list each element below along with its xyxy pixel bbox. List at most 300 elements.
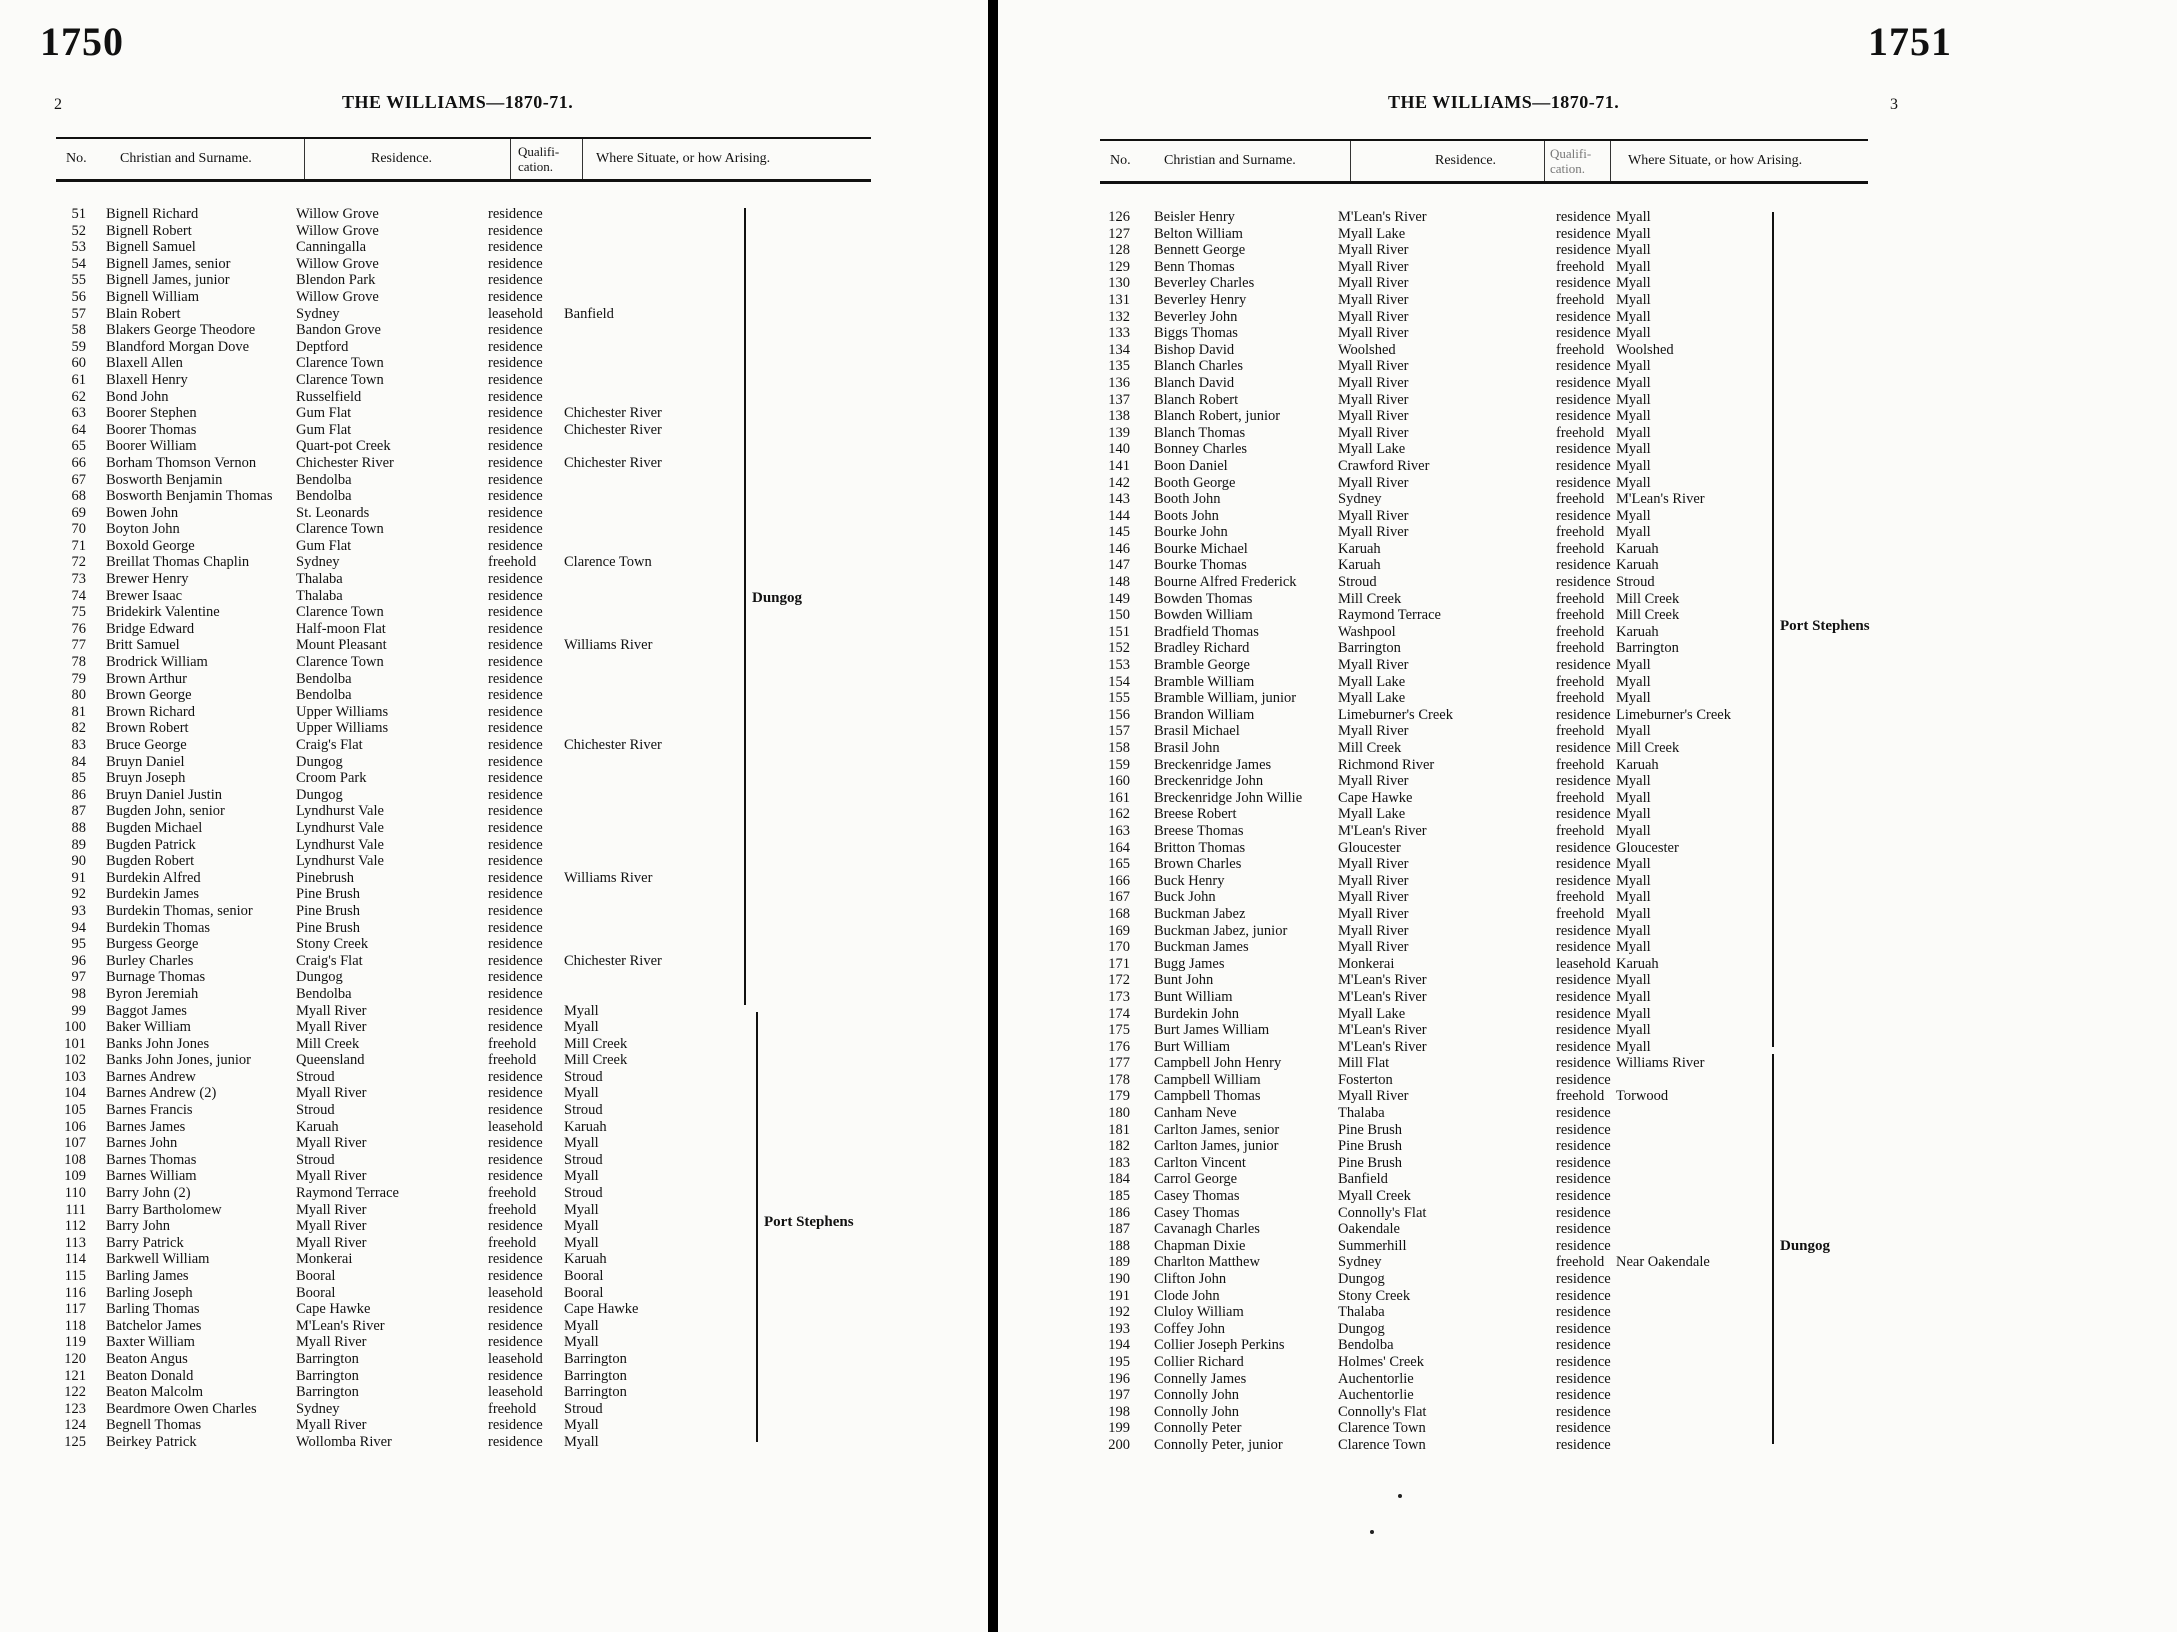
table-row (56, 272, 876, 289)
qualification: residence (1556, 706, 1611, 723)
voter-name: Bourne Alfred Frederick (1154, 574, 1297, 591)
qualification: residence (488, 1317, 543, 1334)
qualification: residence (488, 1019, 543, 1036)
voter-name: Bowden Thomas (1154, 590, 1253, 607)
qualification: residence (1556, 1005, 1611, 1022)
residence: Myall River (296, 1002, 367, 1019)
table-row (56, 405, 876, 422)
qualification: residence (1556, 1271, 1611, 1287)
voter-name: Brasil Michael (1154, 723, 1240, 740)
table-row (1100, 209, 1880, 226)
table-row (56, 1168, 876, 1185)
residence: M'Lean's River (1338, 1022, 1427, 1039)
ink-speck (1370, 1530, 1374, 1534)
table-row (56, 803, 876, 820)
residence: Clarence Town (1338, 1436, 1426, 1453)
qualification: residence (1556, 1038, 1611, 1055)
qualification: residence (1556, 358, 1611, 375)
qualification: residence (488, 703, 543, 720)
residence: Crawford River (1338, 457, 1430, 474)
left-page (0, 0, 988, 1632)
where-situate: Chichester River (564, 454, 662, 471)
table-row (56, 1185, 876, 1202)
voter-name: Brown George (106, 687, 192, 704)
qualification: residence (1556, 507, 1611, 524)
qualification: residence (1556, 1105, 1611, 1122)
residence: Oakendale (1338, 1221, 1400, 1238)
voter-name: Bignell Richard (106, 206, 199, 222)
voter-name: Boyton John (106, 521, 180, 538)
residence: Myall River (296, 1019, 367, 1036)
voter-name: Baker William (106, 1019, 191, 1036)
voter-name: Buck John (1154, 889, 1216, 906)
residence: Clarence Town (296, 604, 384, 621)
voter-name: Burley Charles (106, 952, 194, 969)
residence: Booral (296, 1268, 336, 1284)
qualification: residence (488, 222, 543, 239)
where-situate: Myall (1616, 1038, 1651, 1055)
voter-name: Collier Richard (1154, 1353, 1244, 1370)
qualification: freehold (488, 1035, 537, 1052)
table-row (1100, 624, 1880, 641)
row-number: 87 (71, 803, 86, 820)
table-row (56, 1351, 876, 1368)
voter-name: Blaxell Henry (106, 371, 188, 388)
voter-name: Buckman James (1154, 939, 1249, 956)
voter-name: Bowden William (1154, 607, 1253, 624)
row-number: 61 (71, 371, 86, 388)
qualification: residence (1556, 1420, 1611, 1437)
qualification: residence (488, 438, 543, 455)
row-number: 74 (71, 587, 86, 604)
where-situate: Myall (1616, 258, 1651, 275)
table-row (1100, 856, 1880, 873)
residence: Myall Lake (1338, 225, 1406, 242)
qualification: residence (488, 1417, 543, 1434)
qualification: freehold (1556, 1254, 1605, 1271)
qualification: residence (488, 770, 543, 787)
residence: Monkerai (296, 1251, 353, 1268)
where-situate: Stroud (564, 1151, 603, 1168)
residence: Pine Brush (296, 919, 361, 936)
residence: Sydney (296, 305, 340, 322)
table-row (1100, 1337, 1880, 1354)
residence: Canningalla (296, 239, 367, 256)
where-situate: Chichester River (564, 737, 662, 753)
where-situate: Barrington (1616, 640, 1679, 657)
qualification: residence (488, 803, 543, 820)
table-row (1100, 1371, 1880, 1388)
table-row (56, 754, 876, 771)
table-row (1100, 458, 1880, 475)
qualification: freehold (488, 1185, 537, 1202)
voter-name: Brown Arthur (106, 670, 187, 687)
table-row (1100, 1254, 1880, 1271)
where-situate: Myall (564, 1019, 599, 1036)
table-row (56, 820, 876, 837)
voter-name: Connolly John (1154, 1387, 1239, 1404)
voter-name: Carlton James, junior (1154, 1138, 1279, 1155)
residence: Myall River (1338, 374, 1409, 391)
where-situate: Torwood (1616, 1088, 1669, 1105)
qualification: residence (488, 371, 543, 388)
table-row (1100, 1171, 1880, 1188)
table-row (56, 571, 876, 588)
residence: Myall Lake (1338, 690, 1406, 707)
voter-name: Beverley Henry (1154, 291, 1247, 308)
table-row (56, 770, 876, 787)
table-row (56, 1135, 876, 1152)
residence: Myall River (1338, 922, 1409, 939)
voter-name: Blanch David (1154, 374, 1235, 391)
voter-name: Boon Daniel (1154, 457, 1228, 474)
row-number: 107 (64, 1135, 86, 1152)
table-row (56, 1019, 876, 1036)
voter-name: Blandford Morgan Dove (106, 338, 250, 355)
row-number: 108 (64, 1151, 86, 1168)
qualification: residence (488, 1085, 543, 1102)
where-situate: Myall (1616, 242, 1651, 259)
where-situate: Myall (564, 1417, 599, 1434)
qualification: residence (488, 853, 543, 870)
residence: Bendolba (296, 471, 352, 488)
voter-name: Buckman Jabez, junior (1154, 922, 1288, 939)
qualification: residence (488, 969, 543, 986)
qualification: residence (488, 952, 543, 969)
voter-name: Clifton John (1154, 1271, 1227, 1287)
where-situate: Myall (1616, 1005, 1651, 1022)
row-number: 192 (1108, 1304, 1130, 1321)
qualification: leasehold (488, 305, 543, 322)
row-number: 137 (1108, 391, 1130, 408)
row-number: 119 (64, 1334, 86, 1351)
row-number: 151 (1108, 623, 1130, 640)
table-row (56, 1251, 876, 1268)
row-number: 115 (64, 1268, 86, 1284)
qualification: residence (488, 902, 543, 919)
right-page (998, 0, 2177, 1632)
voter-name: Boorer Stephen (106, 405, 197, 422)
table-row (56, 505, 876, 522)
where-situate: Barrington (564, 1384, 627, 1401)
table-row (56, 438, 876, 455)
voter-name: Burnage Thomas (106, 969, 206, 986)
qualification: residence (488, 836, 543, 853)
voter-name: Bignell Samuel (106, 239, 196, 256)
row-number: 86 (71, 786, 86, 803)
where-situate: Myall (1616, 457, 1651, 474)
voter-name: Bignell James, senior (106, 255, 231, 272)
voter-name: Barnes Thomas (106, 1151, 197, 1168)
qualification: leasehold (488, 1384, 543, 1401)
table-row (1100, 392, 1880, 409)
where-situate: Myall (1616, 275, 1651, 292)
qualification: residence (488, 786, 543, 803)
residence: Raymond Terrace (296, 1185, 399, 1202)
qualification: residence (1556, 391, 1611, 408)
residence: Auchentorlie (1338, 1387, 1414, 1404)
voter-name: Carrol George (1154, 1171, 1238, 1188)
where-situate: Booral (564, 1284, 604, 1301)
residence: M'Lean's River (1338, 1038, 1427, 1055)
qualification: residence (488, 288, 543, 305)
voter-name: Beaton Donald (106, 1367, 194, 1384)
where-situate: Myall (564, 1317, 599, 1334)
qualification: residence (1556, 773, 1611, 790)
residence: Myall River (296, 1334, 367, 1351)
qualification: residence (1556, 441, 1611, 458)
table-row (56, 554, 876, 571)
header-name: Christian and Surname. (1164, 153, 1296, 168)
header-divider (1350, 141, 1351, 181)
residence: M'Lean's River (1338, 822, 1427, 839)
residence: Raymond Terrace (1338, 607, 1441, 624)
table-row (1100, 1122, 1880, 1139)
row-number: 63 (71, 405, 86, 422)
residence: Dungog (1338, 1271, 1385, 1287)
qualification: residence (488, 886, 543, 903)
table-row (56, 1301, 876, 1318)
table-row (1100, 657, 1880, 674)
where-situate: Stroud (1616, 574, 1655, 591)
row-number: 169 (1108, 922, 1130, 939)
row-number: 161 (1108, 789, 1130, 806)
table-row (1100, 358, 1880, 375)
table-row (1100, 1138, 1880, 1155)
row-number: 154 (1108, 673, 1130, 690)
table-row (1100, 491, 1880, 508)
voter-name: Barry John (2) (106, 1185, 191, 1202)
residence: Myall River (1338, 856, 1409, 873)
voter-name: Bramble William, junior (1154, 690, 1297, 707)
voter-name: Begnell Thomas (106, 1417, 202, 1434)
residence: M'Lean's River (1338, 988, 1427, 1005)
table-row (1100, 707, 1880, 724)
row-number: 188 (1108, 1237, 1130, 1254)
voter-name: Bugg James (1154, 955, 1225, 972)
table-row (1100, 806, 1880, 823)
residence: Lyndhurst Vale (296, 803, 384, 820)
table-row (1100, 1420, 1880, 1437)
voter-name: Collier Joseph Perkins (1154, 1337, 1285, 1354)
qualification: residence (488, 1002, 543, 1019)
table-row (56, 223, 876, 240)
voter-name: Campbell William (1154, 1071, 1261, 1088)
row-number: 100 (64, 1019, 86, 1036)
voter-name: Brown Robert (106, 720, 189, 737)
qualification: residence (488, 819, 543, 836)
qualification: residence (488, 571, 543, 588)
table-row (56, 654, 876, 671)
table-row (1100, 1205, 1880, 1222)
residence: Booral (296, 1284, 336, 1301)
where-situate: Myall (1616, 1022, 1651, 1039)
table-row (56, 1268, 876, 1285)
brace-port-stephens (1772, 212, 1774, 1047)
voter-list (56, 206, 876, 1451)
residence: Cape Hawke (296, 1301, 371, 1318)
row-number: 92 (71, 886, 86, 903)
residence: Pine Brush (296, 886, 361, 903)
residence: Bendolba (1338, 1337, 1394, 1354)
voter-name: Campbell Thomas (1154, 1088, 1261, 1105)
row-number: 85 (71, 770, 86, 787)
qualification: residence (488, 421, 543, 438)
where-situate: Banfield (564, 305, 614, 322)
residence: Clarence Town (296, 371, 384, 388)
residence: Sydney (1338, 1254, 1382, 1271)
qualification: freehold (1556, 524, 1605, 541)
residence: Myall Lake (1338, 1005, 1406, 1022)
row-number: 68 (71, 488, 86, 505)
qualification: residence (1556, 209, 1611, 225)
residence: Myall River (296, 1417, 367, 1434)
voter-name: Burdekin Thomas (106, 919, 211, 936)
qualification: residence (1556, 474, 1611, 491)
row-number: 102 (64, 1052, 86, 1069)
qualification: leasehold (1556, 955, 1611, 972)
row-number: 163 (1108, 822, 1130, 839)
row-number: 176 (1108, 1038, 1130, 1055)
voter-name: Buckman Jabez (1154, 905, 1246, 922)
where-situate: Cape Hawke (564, 1301, 639, 1318)
table-row (56, 637, 876, 654)
voter-name: Blanch Robert, junior (1154, 408, 1281, 425)
qualification: residence (1556, 275, 1611, 292)
table-row (1100, 342, 1880, 359)
where-situate: Williams River (564, 869, 653, 886)
table-row (1100, 790, 1880, 807)
table-row (1100, 259, 1880, 276)
qualification: freehold (1556, 258, 1605, 275)
qualification: residence (488, 255, 543, 272)
table-row (1100, 1155, 1880, 1172)
residence: Barrington (296, 1367, 359, 1384)
qualification: residence (1556, 1304, 1611, 1321)
row-number: 172 (1108, 972, 1130, 989)
residence: Myall Lake (1338, 673, 1406, 690)
table-row (1100, 956, 1880, 973)
residence: Gum Flat (296, 421, 352, 438)
voter-name: Casey Thomas (1154, 1188, 1240, 1205)
voter-name: Britton Thomas (1154, 839, 1246, 856)
voter-name: Bramble George (1154, 657, 1250, 674)
header-residence: Residence. (1435, 153, 1497, 168)
header-name: Christian and Surname. (120, 151, 252, 166)
residence: Monkerai (1338, 955, 1395, 972)
where-situate: M'Lean's River (1616, 491, 1705, 508)
row-number: 138 (1108, 408, 1130, 425)
where-situate: Myall (1616, 789, 1651, 806)
residence: Willow Grove (296, 255, 379, 272)
row-number: 126 (1108, 209, 1130, 225)
row-number: 70 (71, 521, 86, 538)
row-number: 60 (71, 355, 86, 372)
table-row (1100, 757, 1880, 774)
row-number: 187 (1108, 1221, 1130, 1238)
row-number: 195 (1108, 1353, 1130, 1370)
row-number: 121 (64, 1367, 86, 1384)
row-number: 182 (1108, 1138, 1130, 1155)
qualification: residence (1556, 1353, 1611, 1370)
row-number: 177 (1108, 1055, 1130, 1072)
voter-name: Brandon William (1154, 706, 1255, 723)
row-number: 128 (1108, 242, 1130, 259)
qualification: freehold (1556, 1088, 1605, 1105)
qualification: residence (488, 504, 543, 521)
folio-stamp: 1750 (40, 19, 124, 64)
qualification: residence (1556, 922, 1611, 939)
header-divider (304, 139, 305, 179)
voter-name: Brasil John (1154, 740, 1220, 756)
residence: Myall Lake (1338, 806, 1406, 823)
row-number: 193 (1108, 1320, 1130, 1337)
residence: Woolshed (1338, 341, 1396, 358)
voter-name: Bugden Robert (106, 853, 195, 870)
where-situate: Mill Creek (1616, 740, 1680, 756)
voter-name: Bunt John (1154, 972, 1214, 989)
table-row (56, 521, 876, 538)
qualification: freehold (1556, 424, 1605, 441)
row-number: 65 (71, 438, 86, 455)
voter-name: Burt James William (1154, 1022, 1270, 1039)
residence: Wollomba River (296, 1433, 392, 1450)
table-row (1100, 773, 1880, 790)
voter-name: Barnes Andrew (106, 1068, 196, 1085)
row-number: 88 (71, 819, 86, 836)
where-situate: Karuah (1616, 756, 1659, 773)
residence: Sydney (296, 554, 340, 571)
voter-name: Beaton Angus (106, 1350, 188, 1367)
where-situate: Myall (1616, 905, 1651, 922)
voter-name: Booth John (1154, 491, 1221, 508)
qualification: freehold (488, 1201, 537, 1218)
row-number: 73 (71, 571, 86, 588)
row-number: 132 (1108, 308, 1130, 325)
qualification: freehold (1556, 640, 1605, 657)
row-number: 160 (1108, 773, 1130, 790)
voter-name: Bishop David (1154, 341, 1235, 358)
where-situate: Myall (1616, 690, 1651, 707)
table-row (1100, 441, 1880, 458)
row-number: 141 (1108, 457, 1130, 474)
table-row (1100, 873, 1880, 890)
qualification: freehold (1556, 623, 1605, 640)
table-row (56, 306, 876, 323)
residence: Barrington (296, 1350, 359, 1367)
voter-name: Brown Richard (106, 703, 195, 720)
row-number: 90 (71, 853, 86, 870)
voter-name: Batchelor James (106, 1317, 202, 1334)
qualification: leasehold (488, 1284, 543, 1301)
voter-name: Borham Thomson Vernon (106, 454, 257, 471)
table-row (1100, 226, 1880, 243)
voter-name: Bowen John (106, 504, 179, 521)
residence: Stroud (296, 1151, 335, 1168)
residence: Bendolba (296, 670, 352, 687)
voter-name: Brewer Isaac (106, 587, 183, 604)
residence: Stroud (296, 1068, 335, 1085)
table-row (56, 1152, 876, 1169)
page-number: 3 (1890, 96, 1898, 113)
where-situate: Mill Creek (1616, 590, 1680, 607)
qualification: freehold (1556, 789, 1605, 806)
voter-name: Barnes John (106, 1135, 178, 1152)
where-situate: Barrington (564, 1350, 627, 1367)
row-number: 199 (1108, 1420, 1130, 1437)
table-row (56, 1368, 876, 1385)
qualification: residence (488, 1068, 543, 1085)
